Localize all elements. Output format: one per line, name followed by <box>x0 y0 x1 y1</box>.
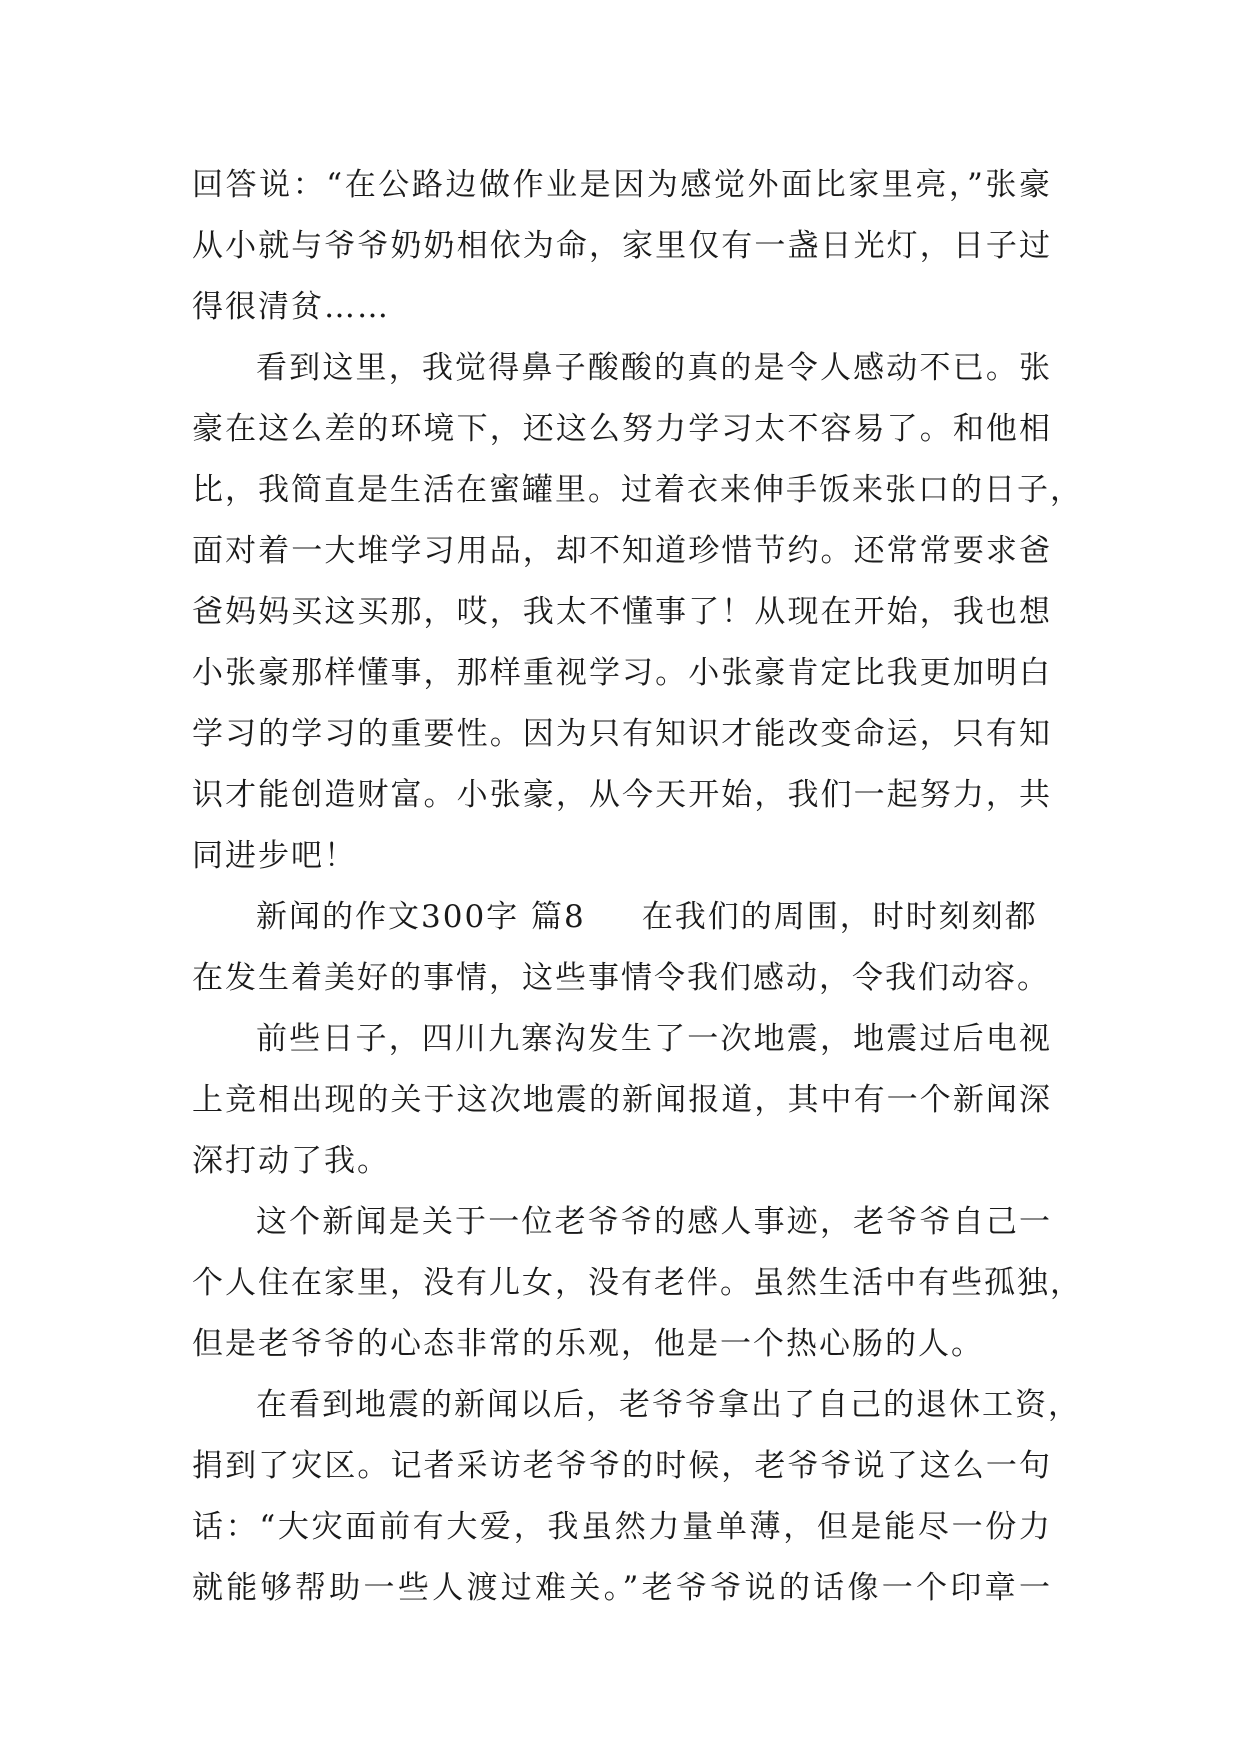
text-line: 就能够帮助一些人渡过难关。”老爷爷说的话像一个印章一 <box>192 1570 1052 1606</box>
text-line: 豪在这么差的环境下，还这么努力学习太不容易了。和他相 <box>192 411 1052 447</box>
text-line: 这个新闻是关于一位老爷爷的感人事迹，老爷爷自己一 <box>256 1204 1052 1240</box>
text-line: 深打动了我。 <box>192 1143 390 1179</box>
text-line: 识才能创造财富。小张豪，从今天开始，我们一起努力，共 <box>192 777 1052 813</box>
text-line: 比，我简直是生活在蜜罐里。过着衣来伸手饭来张口的日子， <box>192 472 1083 508</box>
text-line: 但是老爷爷的心态非常的乐观，他是一个热心肠的人。 <box>192 1326 984 1362</box>
text-line: 前些日子，四川九寨沟发生了一次地震，地震过后电视 <box>256 1021 1052 1057</box>
text-line: 话：“大灾面前有大爱，我虽然力量单薄，但是能尽一份力 <box>192 1509 1052 1545</box>
text-line: 个人住在家里，没有儿女，没有老伴。虽然生活中有些孤独， <box>192 1265 1083 1301</box>
text-line: 上竞相出现的关于这次地震的新闻报道，其中有一个新闻深 <box>192 1082 1052 1118</box>
text-line: 面对着一大堆学习用品，却不知道珍惜节约。还常常要求爸 <box>192 533 1052 569</box>
text-line: 捐到了灾区。记者采访老爷爷的时候，老爷爷说了这么一句 <box>192 1448 1052 1484</box>
section-heading-line <box>192 887 1052 948</box>
text-line: 在发生着美好的事情，这些事情令我们感动，令我们动容。 <box>192 960 1050 996</box>
document-body <box>192 155 1083 1619</box>
text-line: 学习的学习的重要性。因为只有知识才能改变命运，只有知 <box>192 716 1052 752</box>
text-line: 同进步吧！ <box>192 838 357 874</box>
text-line: 从小就与爷爷奶奶相依为命，家里仅有一盏日光灯，日子过 <box>192 228 1052 264</box>
section-heading: 新闻的作文300字 篇8 <box>256 899 586 935</box>
text-line: 回答说：“在公路边做作业是因为感觉外面比家里亮，”张豪 <box>192 167 1052 203</box>
text-line: 得很清贫…… <box>192 289 390 325</box>
text-line: 在看到地震的新闻以后，老爷爷拿出了自己的退休工资， <box>256 1387 1081 1423</box>
text-fragment: 在我们的周围，时时刻刻都 <box>641 899 1038 935</box>
text-line: 小张豪那样懂事，那样重视学习。小张豪肯定比我更加明白 <box>192 655 1052 691</box>
text-line: 爸妈妈买这买那，哎，我太不懂事了！从现在开始，我也想 <box>192 594 1052 630</box>
text-line: 看到这里，我觉得鼻子酸酸的真的是令人感动不已。张 <box>256 350 1052 386</box>
